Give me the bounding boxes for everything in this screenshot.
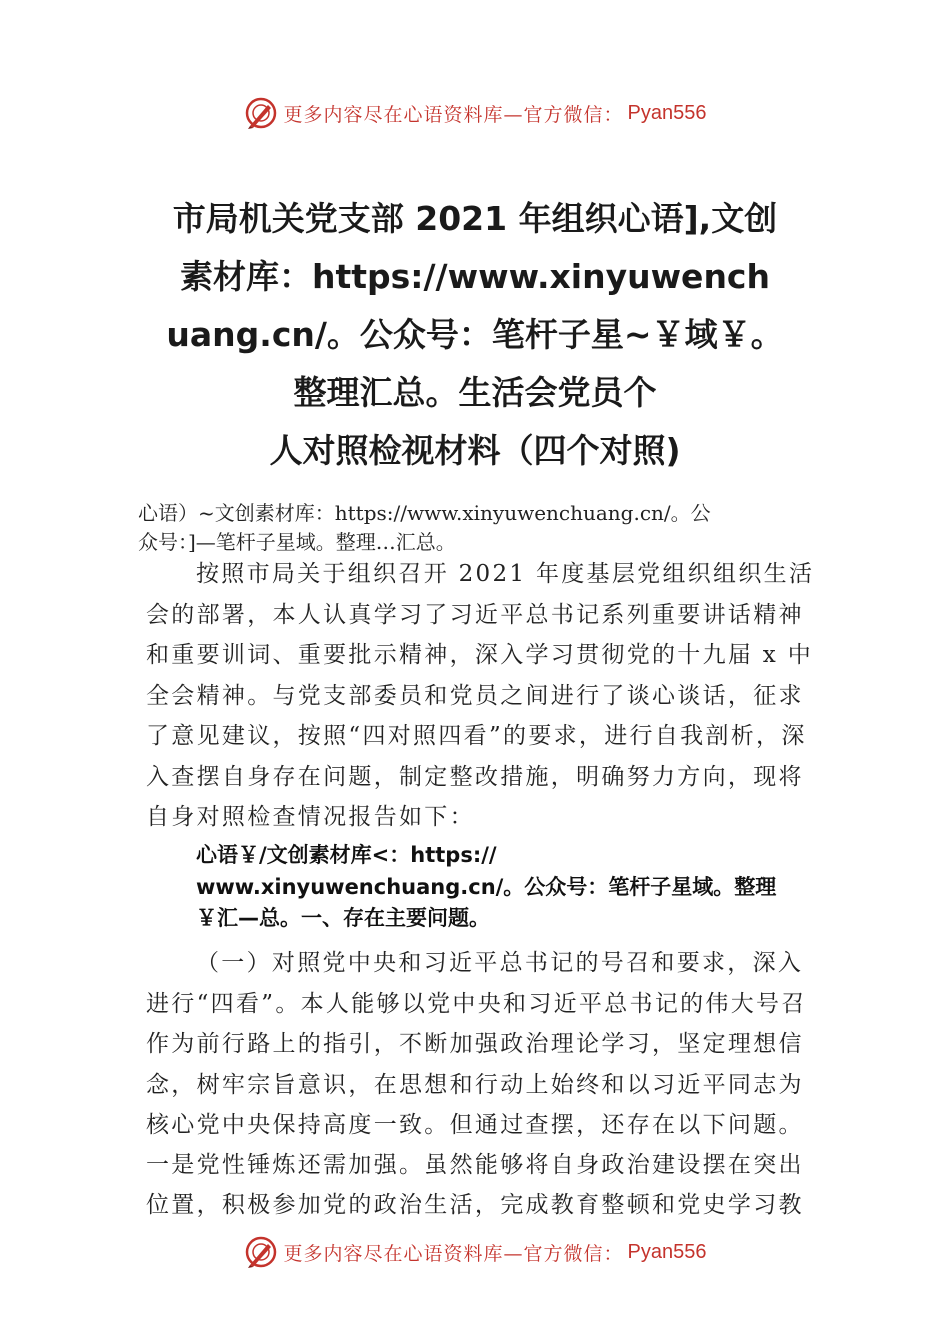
intro-line: 全会精神。与党支部委员和党员之间进行了谈心谈话，征求 [146,683,804,709]
pen-logo-icon [244,96,278,130]
paragraph-line: 作为前行路上的指引，不断加强政治理论学习，坚定理想信 [146,1031,804,1057]
intro-line: 自身对照检查情况报告如下： [146,804,475,830]
pen-logo-icon [244,1235,278,1269]
note-line: 众号：]—笔杆子星域。整理…汇总。 [138,530,456,554]
title-line: 素材库：https://www.xinyuwench [179,257,770,296]
paragraph-line: 位置，积极参加党的政治生活，完成教育整顿和党史学习教 [146,1192,804,1218]
paragraph-line: 念，树牢宗旨意识，在思想和行动上始终和以习近平同志为 [146,1072,804,1098]
paragraph-line: 进行“四看”。本人能够以党中央和习近平总书记的伟大号召 [146,991,807,1017]
watermark-handle: Pyan556 [627,1240,707,1263]
title-line: uang.cn/。公众号：笔杆子星~￥域￥。 [166,315,784,354]
watermark-text: 更多内容尽在心语资料库—官方微信： [283,1242,624,1265]
watermark-handle: Pyan556 [627,101,707,124]
title-line: 整理汇总。生活会党员个 [293,373,657,412]
title-line: 人对照检视材料（四个对照) [269,431,681,470]
watermark-text: 更多内容尽在心语资料库—官方微信： [283,103,624,126]
intro-line: 按照市局关于组织召开 2021 年度基层党组织组织生活 [196,561,815,587]
intro-line: 入查摆自身存在问题，制定整改措施，明确努力方向，现将 [146,764,804,790]
intro-line: 了意见建议，按照“四对照四看”的要求，进行自我剖析，深 [146,723,807,749]
document-title [120,190,830,480]
note-line: 心语）~文创素材库：https://www.xinyuwenchuang.cn/。公 [138,501,711,525]
paragraph-line: 核心党中央保持高度一致。但通过查摆，还存在以下问题。 [146,1112,804,1138]
intro-line: 和重要训词、重要批示精神，深入学习贯彻党的十九届 x 中 [146,642,813,668]
section-heading-line: www.xinyuwenchuang.cn/。公众号：笔杆子星域。整理 [196,875,777,899]
paragraph-line: 一是党性锤炼还需加强。虽然能够将自身政治建设摆在突出 [146,1152,804,1178]
footer-watermark [0,1232,950,1272]
section-heading-line: ￥汇—总。一、存在主要问题。 [196,906,490,930]
intro-line: 会的部署，本人认真学习了习近平总书记系列重要讲话精神 [146,602,804,628]
section-heading-line: 心语￥/文创素材库<：https:// [196,843,497,867]
paragraph-line: （一）对照党中央和习近平总书记的号召和要求，深入 [196,950,804,976]
header-watermark [0,93,950,133]
title-line: 市局机关党支部 2021 年组织心语],文创 [172,199,778,238]
